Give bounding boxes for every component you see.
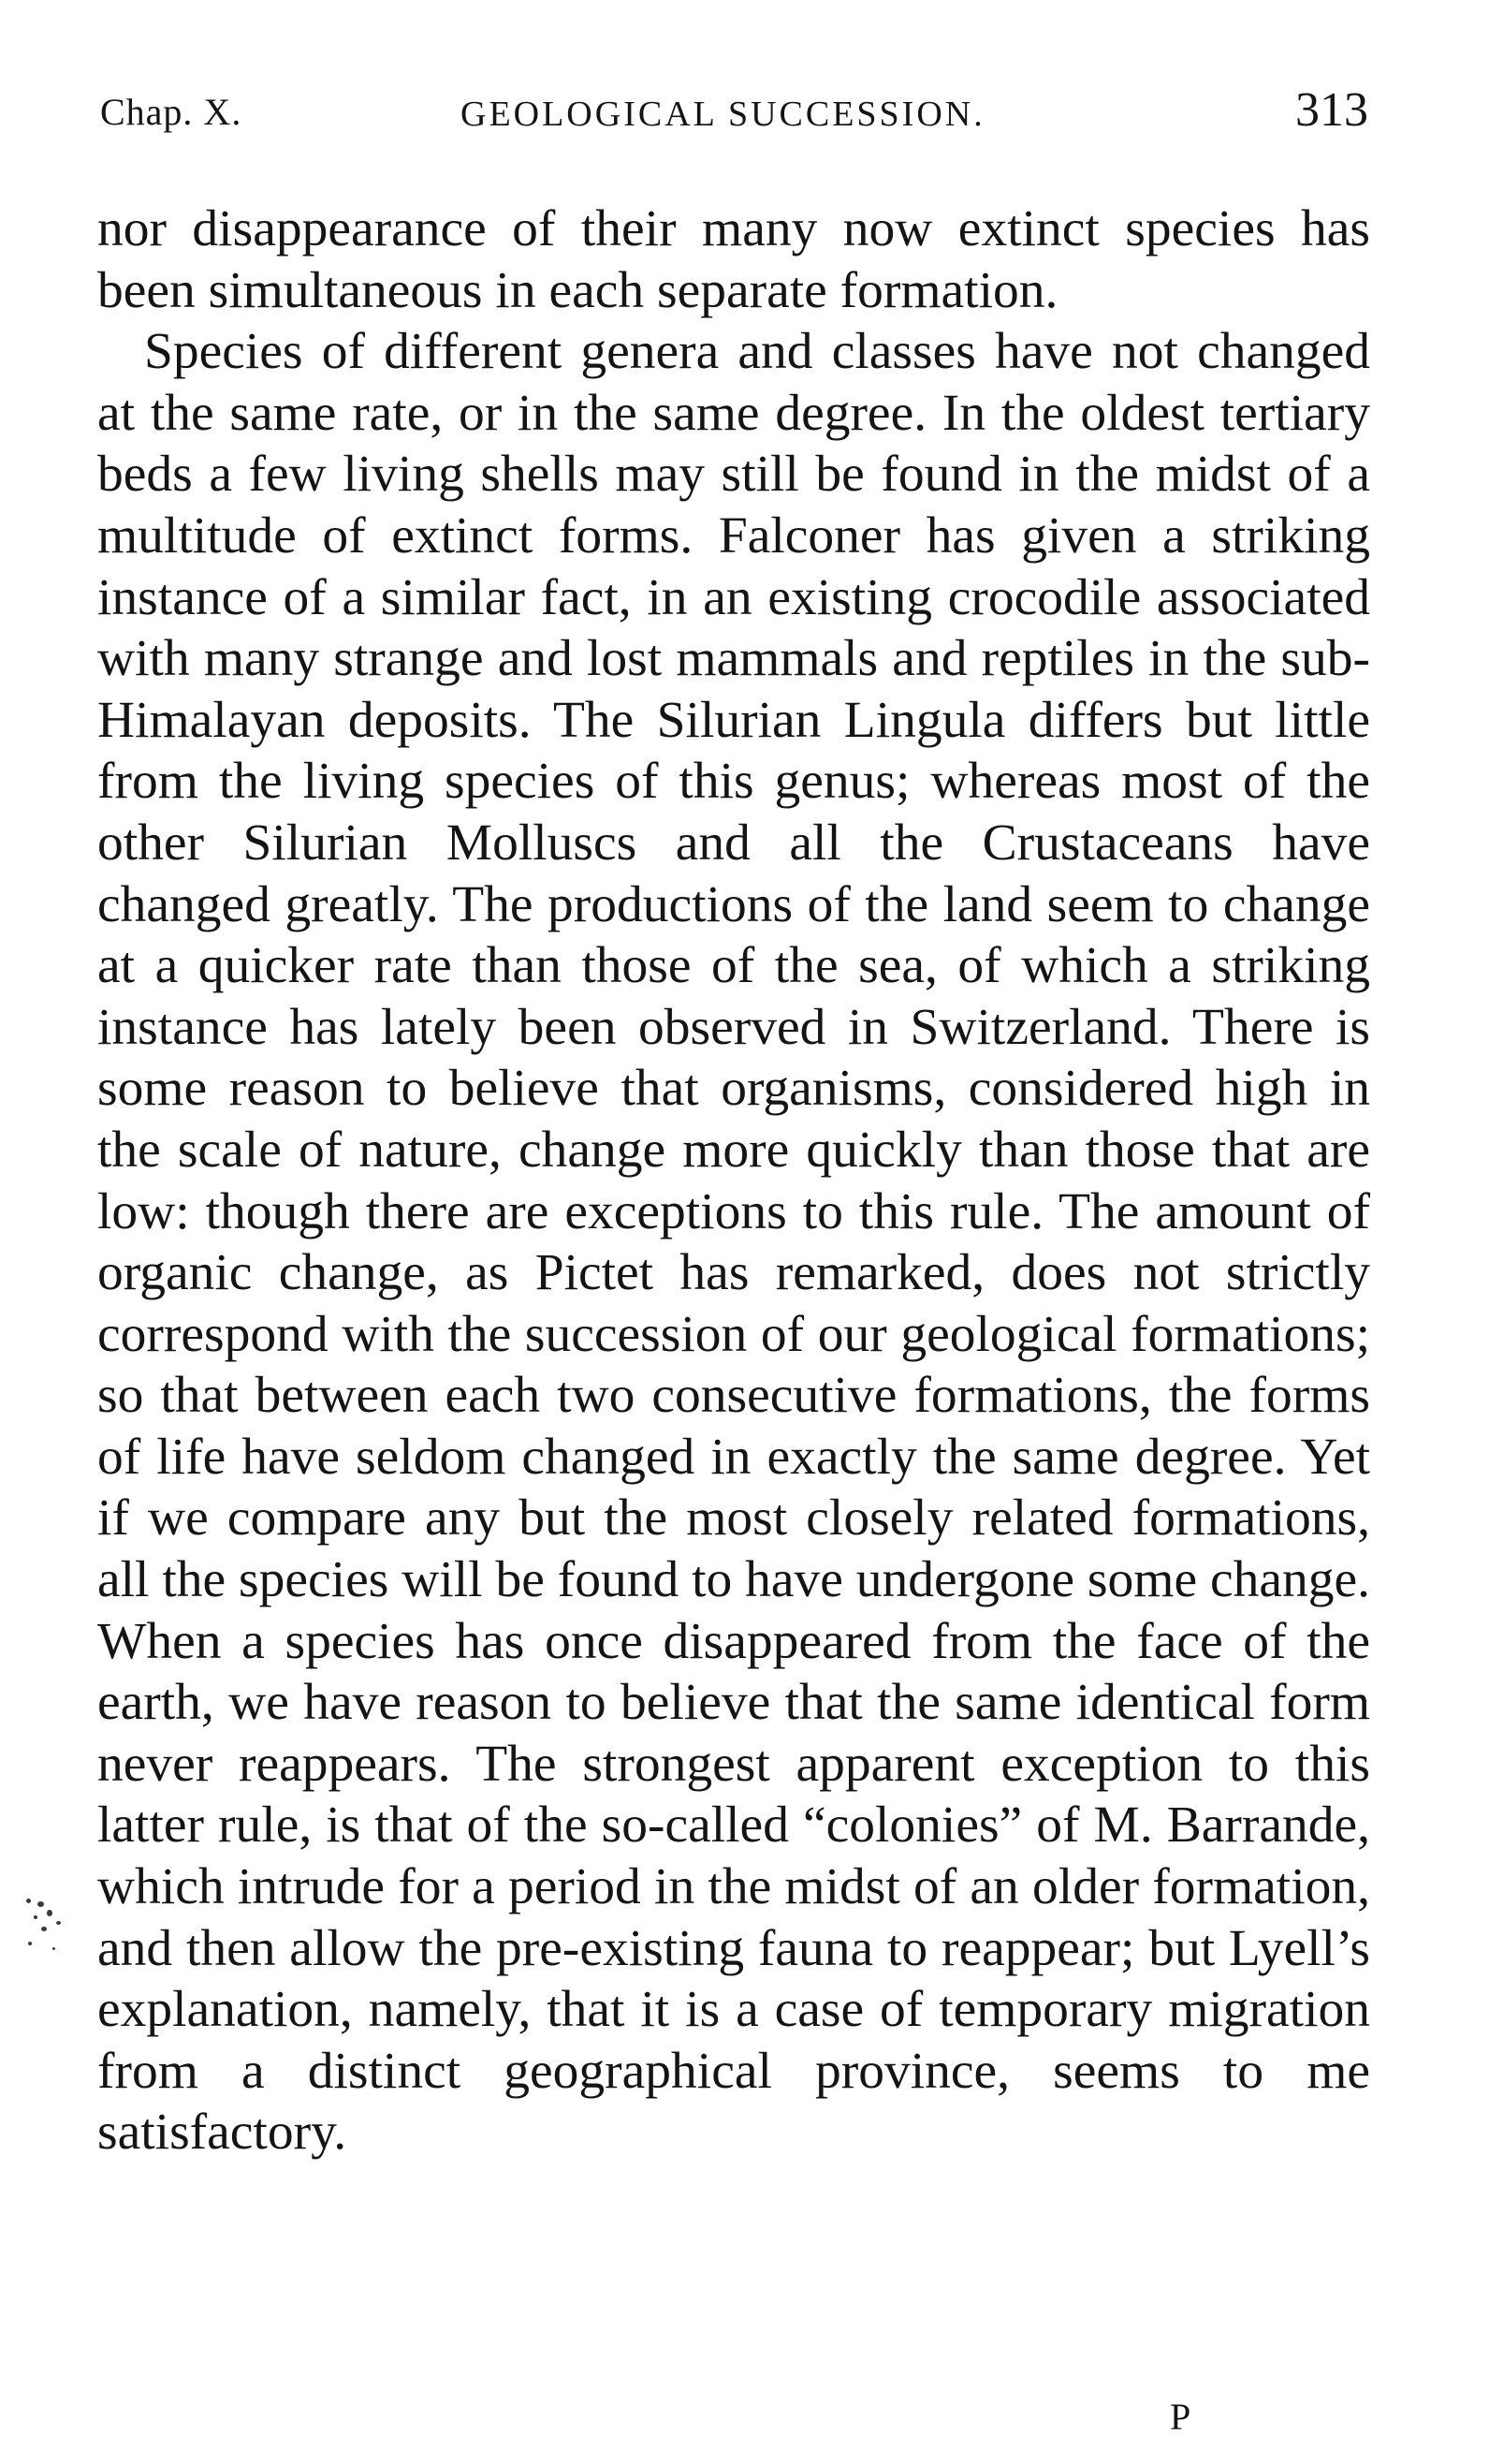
speck — [28, 1942, 32, 1945]
running-title: GEOLOGICAL SUCCESSION. — [460, 95, 985, 134]
chapter-label: Chap. X. — [100, 91, 242, 133]
speck — [34, 1915, 37, 1919]
page-number: 313 — [1295, 83, 1368, 137]
main-paragraph: Species of different genera and classes have not changed at the same rate, or in the same degree. In the oldest tertiary beds a few living shells may still be found in the midst of a multitude of extinct forms. Falconer has given a striking instance of a similar fact, in an existing crocodile associated with many strange and lost mammals and reptiles in the sub-Himalayan deposits. The Silurian Lingula differs but little from the living species of this genus; whereas most of the other Silurian Molluscs and all the Crustaceans have changed greatly. The productions of the land seem to change at a quicker rate than those of the sea, of which a striking instance has lately been observed in Switzerland. There is some reason to believe that organisms, considered high in the scale of nature, change more quickly than those that are low: though there are exceptions to this rule. The amount of organic change, as Pictet has remarked, does not strictly correspond with the succession of our geological formations; so that between each two consecutive formations, the forms of life have seldom changed in exactly the same degree. Yet if we compare any but the most closely related formations, all the species will be found to have undergone some change. When a species has once disappeared from the face of the earth, we have reason to believe that the same identical form never reappears. The strongest apparent exception to this latter rule, is that of the so-called “colonies” of M. Barrande, which intrude for a period in the midst of an older formation, and then allow the pre-existing fauna to reappear; but Lyell’s explanation, namely, that it is a case of temporary migration from a distinct geographical province, seems to me satisfactory. — [97, 323, 1370, 2162]
continuation-paragraph: nor disappearance of their many now extinct species has been simultaneous in each separate formation. — [97, 200, 1370, 319]
speck — [47, 1910, 52, 1916]
body-text — [97, 198, 1370, 2163]
speck — [37, 1901, 44, 1907]
speck — [52, 1947, 55, 1950]
signature-mark: P — [1170, 2396, 1191, 2438]
running-head — [100, 82, 1368, 148]
speck — [56, 1921, 61, 1925]
speck — [41, 1927, 47, 1931]
speck — [26, 1899, 31, 1903]
